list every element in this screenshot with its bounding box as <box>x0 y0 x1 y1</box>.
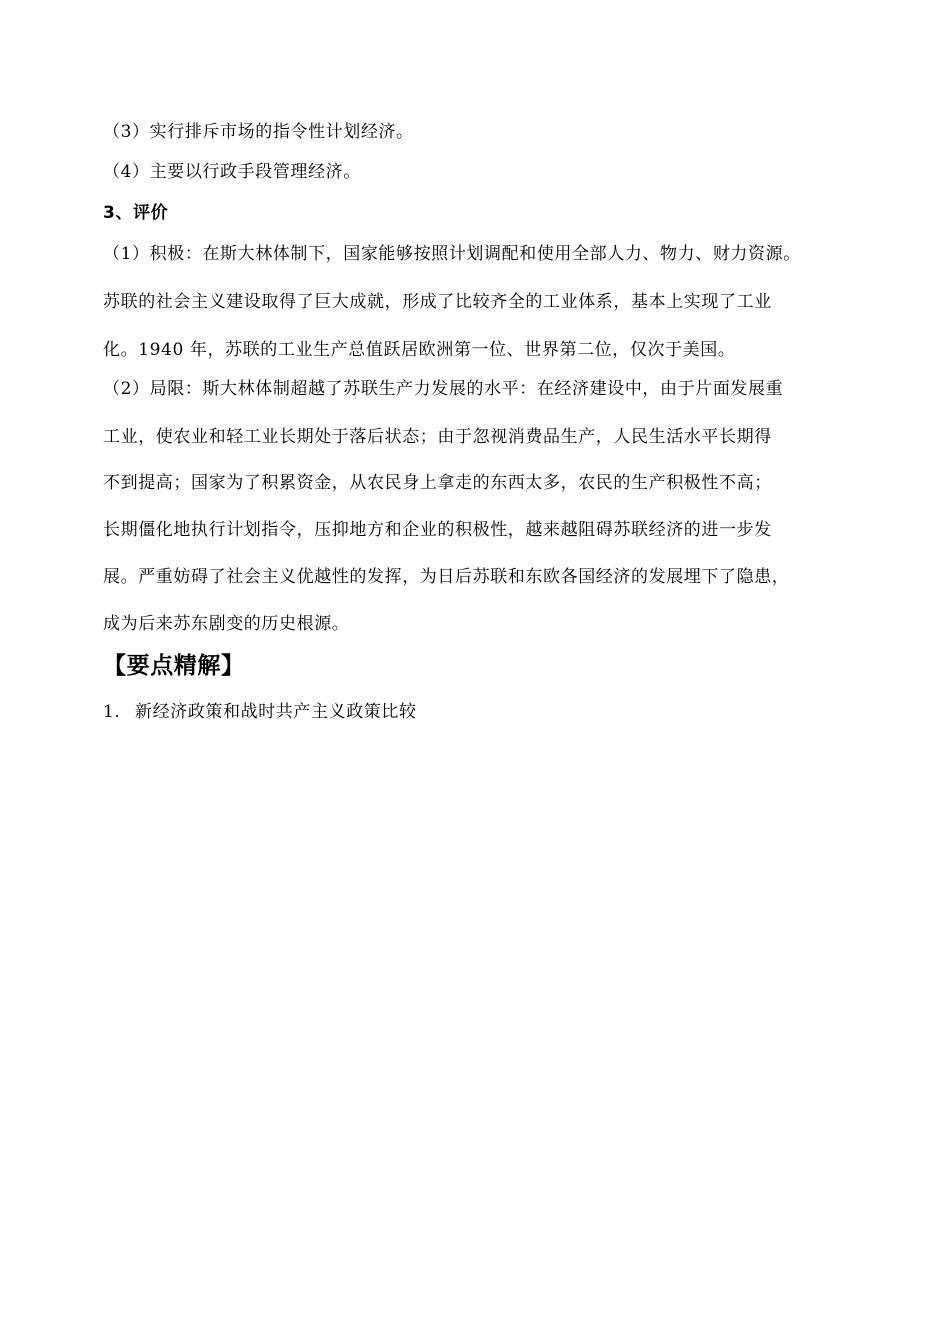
section-3-heading: 3、评价 <box>103 203 169 223</box>
key-point-item-number: 1. <box>103 702 121 722</box>
positive-line-1: （1）积极：在斯大林体制下，国家能够按照计划调配和使用全部人力、物力、财力资源。 <box>103 244 801 264</box>
limit-line-1: （2）局限：斯大林体制超越了苏联生产力发展的水平：在经济建设中，由于片面发展重 <box>103 379 784 399</box>
key-point-item-text: 新经济政策和战时共产主义政策比较 <box>135 702 417 722</box>
item-3-text: （3）实行排斥市场的指令性计划经济。 <box>103 122 414 142</box>
positive-line-2: 苏联的社会主义建设取得了巨大成就，形成了比较齐全的工业体系，基本上实现了工业 <box>103 292 772 312</box>
limit-line-6: 成为后来苏东剧变的历史根源。 <box>103 614 350 634</box>
positive-line-3: 化。1940 年，苏联的工业生产总值跃居欧洲第一位、世界第二位，仅次于美国。 <box>103 340 736 360</box>
limit-line-2: 工业，使农业和轻工业长期处于落后状态；由于忽视消费品生产，人民生活水平长期得 <box>103 427 772 447</box>
limit-line-4: 长期僵化地执行计划指令，压抑地方和企业的积极性，越来越阻碍苏联经济的进一步发 <box>103 520 772 540</box>
key-points-heading: 【要点精解】 <box>103 653 245 679</box>
limit-line-3: 不到提高；国家为了积累资金，从农民身上拿走的东西太多，农民的生产积极性不高； <box>103 473 772 493</box>
limit-line-5: 展。严重妨碍了社会主义优越性的发挥，为日后苏联和东欧各国经济的发展埋下了隐患， <box>103 567 790 587</box>
key-point-item-1 <box>103 700 417 724</box>
item-4-text: （4）主要以行政手段管理经济。 <box>103 162 361 182</box>
